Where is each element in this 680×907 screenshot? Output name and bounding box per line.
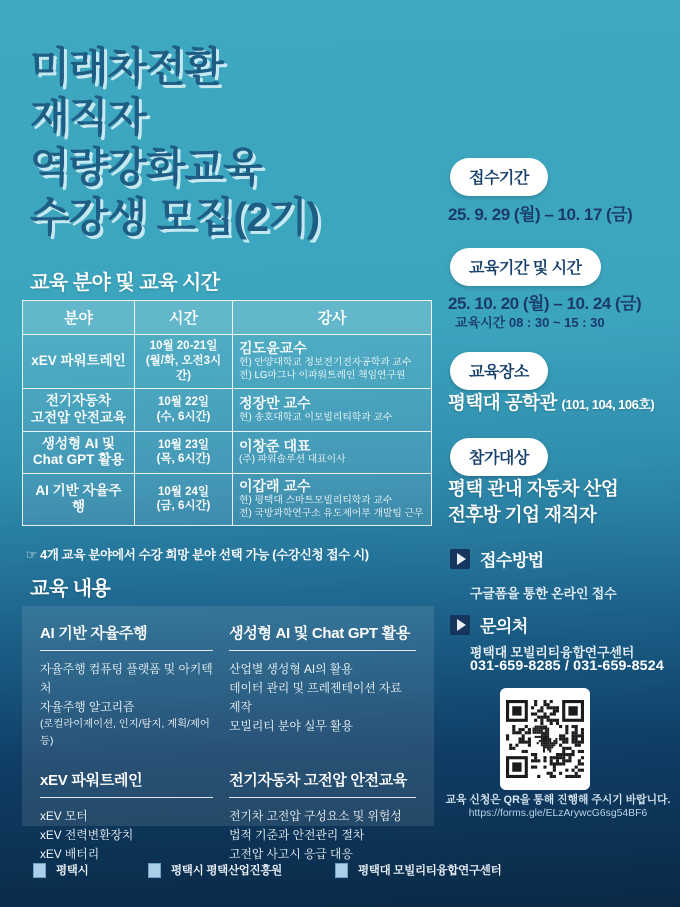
instructor-cell [233, 335, 432, 389]
poster-title: 미래차전환 재직자 역량강화교육 수강생 모집(2기) [30, 44, 320, 240]
field-cell: xEV 파워트레인 [23, 335, 135, 389]
footer-org [33, 862, 88, 878]
instructor-cell [233, 388, 432, 431]
instructor-name: 이창준 대표 [239, 437, 311, 454]
content-item: xEV 배터리 [40, 846, 100, 861]
contact-row [450, 612, 528, 637]
content-item: xEV 모터 [40, 808, 88, 823]
org-logo-icon [33, 863, 46, 878]
qr-caption: 교육 신청은 QR을 통해 진행해 주시기 바랍니다. [445, 794, 671, 806]
content-block-title: 전기자동차 고전압 안전교육 [229, 771, 408, 789]
content-block-title: 생성형 AI 및 Chat GPT 활용 [229, 625, 411, 642]
field-cell: AI 기반 자율주행 [23, 474, 135, 525]
schedule-row [23, 388, 432, 431]
footer-org-label: 평택시 평택산업진흥원 [171, 865, 282, 877]
instructor-name: 정장만 교수 [239, 394, 311, 411]
qr-code [500, 688, 590, 790]
location-name: 평택대 공학관 [448, 392, 557, 413]
content-item: 산업별 생성형 AI의 활용 [229, 662, 353, 676]
instructor-detail: 전) LG마그나 이파워트레인 책임연구원 [239, 369, 406, 381]
qr-code-with-dino-icon [506, 700, 584, 778]
content-block-items [229, 807, 416, 864]
content-block [40, 769, 213, 864]
content-item: xEV 전력변환장치 [40, 827, 134, 842]
apply-method-desc: 구글폼을 통한 온라인 접수 [470, 586, 617, 601]
block-divider [229, 650, 416, 651]
instructor-name: 이갑래 교수 [239, 478, 311, 495]
content-block [229, 622, 416, 751]
content-block-items [40, 660, 213, 751]
schedule-row [23, 335, 432, 389]
time-cell: 10월 23일 (목, 6시간) [135, 431, 233, 474]
contact-label: 문의처 [480, 617, 528, 636]
selection-note: ☞ 4개 교육 분야에서 수강 희망 분야 선택 가능 (수강신청 접수 시) [26, 548, 369, 562]
edu-period-time: 교육시간 08 : 30 ~ 15 : 30 [455, 315, 605, 330]
field-cell: 전기자동차 고전압 안전교육 [23, 388, 135, 431]
content-item: 데이터 관리 및 프레젠테이션 자료 제작 [229, 681, 402, 715]
play-arrow-icon [450, 615, 470, 635]
badge-location: 교육장소 [450, 352, 548, 390]
content-block-title: xEV 파워트레인 [40, 771, 143, 789]
schedule-col-header: 강사 [233, 301, 432, 335]
location-rooms: (101, 104, 106호) [561, 397, 655, 412]
apply-period-date: 25. 9. 29 (월) – 10. 17 (금) [448, 205, 633, 224]
schedule-table-head [23, 301, 432, 335]
footer-org-label: 평택대 모빌리티융합연구센터 [358, 865, 502, 877]
block-divider [229, 797, 416, 798]
time-cell: 10월 24일 (금, 6시간) [135, 474, 233, 525]
instructor-cell [233, 474, 432, 525]
footer-org [148, 862, 282, 878]
content-item: 자율주행 컴퓨팅 플랫폼 및 아키텍처 [40, 662, 213, 696]
instructor-detail: 현) 평택대 스마트모빌리티학과 교수 [239, 495, 393, 507]
schedule-section-heading: 교육 분야 및 교육 시간 [30, 272, 220, 294]
apply-method-label: 접수방법 [480, 551, 544, 570]
schedule-table [22, 300, 432, 526]
instructor-detail: 전) 국방과학연구소 유도제어부 개발팀 근무 [239, 507, 424, 519]
badge-apply-period: 접수기간 [450, 158, 548, 196]
content-item: 법적 기준과 안전관리 절차 [229, 827, 365, 842]
content-block [229, 769, 416, 864]
badge-edu-period: 교육기간 및 시간 [450, 248, 601, 286]
location-line [448, 390, 654, 418]
block-divider [40, 797, 213, 798]
content-panel [22, 606, 434, 861]
content-block-items [229, 660, 416, 736]
content-block-items [40, 807, 213, 864]
content-item: (로컬라이제이션, 인지/탐지, 계획/제어 등) [40, 719, 210, 747]
badge-target: 참가대상 [450, 438, 548, 476]
target-audience: 평택 관내 자동차 산업 전후방 기업 재직자 [448, 478, 619, 525]
content-item: 모빌리티 분야 실무 활용 [229, 719, 353, 734]
schedule-col-header: 분야 [23, 301, 135, 335]
block-divider [40, 650, 213, 651]
time-cell: 10월 20-21일 (월/화, 오전3시간) [135, 335, 233, 389]
footer-org-label: 평택시 [56, 865, 89, 877]
org-logo-icon [148, 863, 161, 878]
schedule-row [23, 431, 432, 474]
instructor-name: 김도윤교수 [239, 340, 307, 357]
contact-phones: 031-659-8285 / 031-659-8524 [470, 658, 664, 674]
play-arrow-icon [450, 549, 470, 569]
instructor-cell [233, 431, 432, 474]
content-block-title: AI 기반 자율주행 [40, 625, 148, 642]
apply-method-row [450, 546, 544, 571]
instructor-detail: 현) 송호대학교 이모빌리티학과 교수 [239, 411, 393, 423]
time-cell: 10월 22일 (수, 6시간) [135, 388, 233, 431]
schedule-row [23, 474, 432, 525]
edu-period-date: 25. 10. 20 (월) – 10. 24 (금) [448, 294, 642, 313]
qr-url-link[interactable]: https://forms.gle/ELzArywcG6sg54BF6 [468, 808, 648, 819]
instructor-detail: 현) 안양대학교 정보전기전자공학과 교수 [239, 357, 412, 369]
field-cell: 생성형 AI 및 Chat GPT 활용 [23, 431, 135, 474]
content-item: 전기차 고전압 구성요소 및 위험성 [229, 808, 402, 823]
schedule-header-row [23, 301, 432, 335]
footer-org [335, 862, 501, 878]
content-item: 자율주행 알고리즘 [40, 700, 135, 715]
schedule-table-body [23, 335, 432, 526]
org-logo-icon [335, 863, 348, 878]
instructor-detail: (주) 파워솔루션 대표이사 [239, 454, 346, 466]
content-item: 고전압 사고시 응급 대응 [229, 846, 353, 861]
content-section-heading: 교육 내용 [30, 578, 111, 600]
schedule-col-header: 시간 [135, 301, 233, 335]
contact-org: 평택대 모빌리티융합연구센터 [470, 645, 635, 660]
content-block [40, 622, 213, 751]
